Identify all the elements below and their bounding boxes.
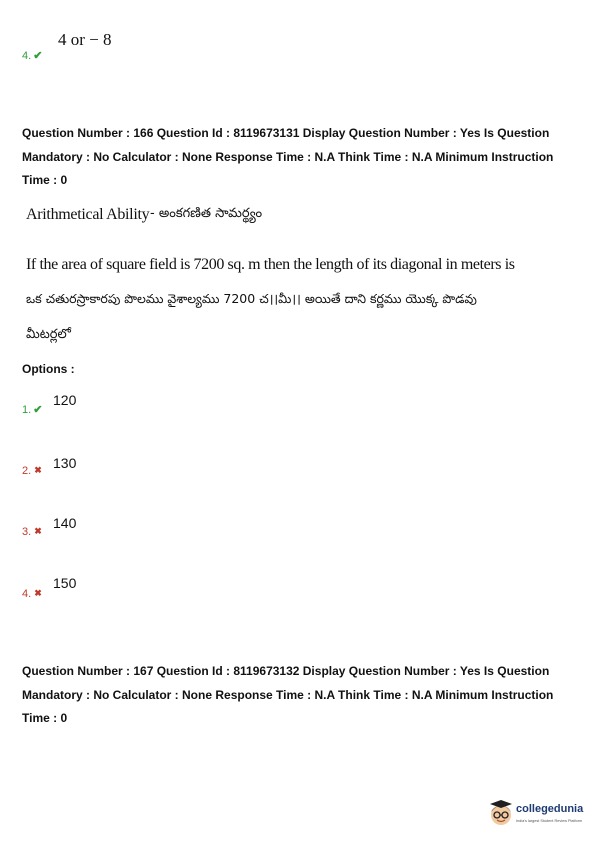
option-4: [22, 584, 42, 602]
option-number: 4.: [22, 50, 32, 62]
option-3-value: 140: [53, 515, 77, 531]
meta-line: Question Number : 167 Question Id : 8119673132 Display Question Number : Yes Is Question: [22, 664, 550, 678]
meta-line: Time : 0: [22, 173, 68, 187]
question-text-telugu-line1: ఒక చతురస్రాకారపు పొలము వైశాల్యము 7200 చ।।మీ।। అయితే దాని కర్ణము యొక్క పొడవు: [26, 291, 477, 306]
meta-line: Mandatory : No Calculator : None Response Time : N.A Think Time : N.A Minimum Instruction: [22, 149, 554, 164]
brand-tagline: India's largest Student Review Platform: [516, 819, 583, 823]
brand-name: collegedunia: [516, 803, 584, 815]
option-1-value: 120: [53, 392, 77, 408]
option-number: 4.: [22, 588, 32, 600]
question-167-meta: [22, 660, 582, 731]
meta-line: Question Number : 166 Question Id : 8119673131 Display Question Number : Yes Is Question: [22, 126, 550, 140]
cross-icon: ✖: [34, 588, 42, 598]
collegedunia-logo: [488, 797, 588, 833]
prev-option-4-value: 4 or − 8: [58, 30, 112, 49]
options-label: Options :: [22, 362, 75, 376]
option-1: [22, 400, 42, 418]
prev-option-4: [22, 46, 42, 64]
section-title-english: Arithmetical Ability: [26, 206, 150, 223]
option-number: 2.: [22, 465, 32, 477]
section-title-telugu: - అంకగణిత సామర్థ్యం: [150, 206, 263, 221]
option-4-value: 150: [53, 575, 77, 591]
option-3: [22, 522, 42, 540]
mascot-icon: [488, 799, 514, 829]
option-number: 3.: [22, 526, 32, 538]
cross-icon: ✖: [34, 526, 42, 536]
question-text-telugu-line2: మీటర్లలో: [26, 327, 71, 342]
option-number: 1.: [22, 404, 32, 416]
question-166-meta: [22, 122, 582, 193]
check-icon: ✔: [33, 404, 43, 416]
meta-line: Time : 0: [22, 711, 68, 725]
meta-line: Mandatory : No Calculator : None Response Time : N.A Think Time : N.A Minimum Instruction: [22, 687, 554, 702]
option-2: [22, 461, 42, 479]
option-2-value: 130: [53, 455, 77, 471]
question-text-english: If the area of square field is 7200 sq. m then the length of its diagonal in meters is: [26, 256, 515, 273]
check-icon: ✔: [33, 50, 43, 62]
cross-icon: ✖: [34, 465, 42, 475]
